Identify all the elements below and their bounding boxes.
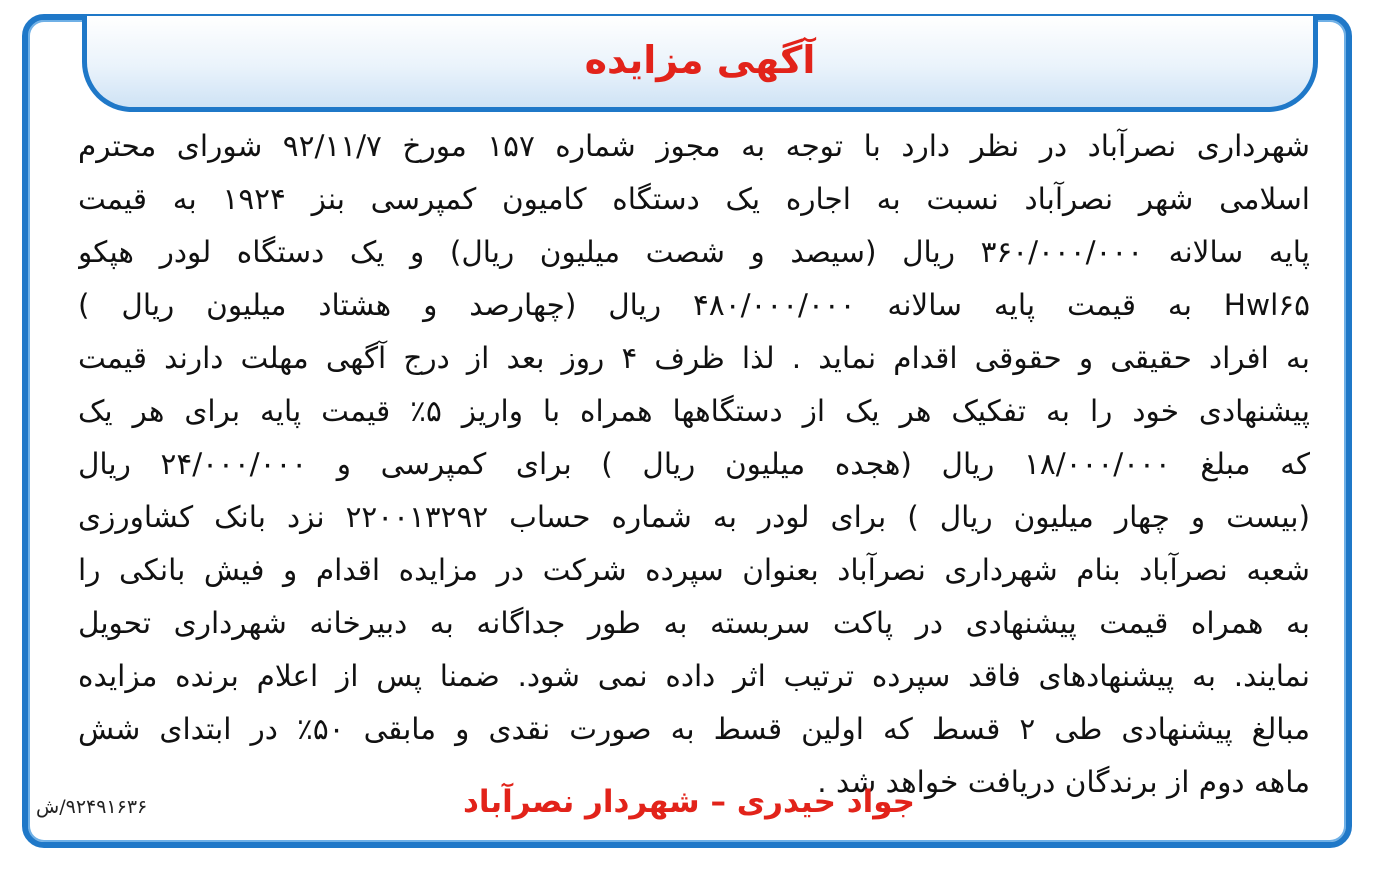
body-line: شعبه نصرآباد بنام شهرداری نصرآباد بعنوان سپرده شرکت در مزایده اقدام و فیش بانکی را: [78, 553, 1310, 587]
body-line-last: ماهه دوم از برندگان دریافت خواهد شد .: [817, 765, 1310, 799]
body-line: نمایند. به پیشنهادهای فاقد سپرده ترتیب اثر داده نمی شود. ضمنا پس از اعلام برنده مزایده: [78, 659, 1310, 693]
body-line: که مبلغ ۱۸/۰۰۰/۰۰۰ ریال (هجده میلیون ریال ) برای کمپرسی و ۲۴/۰۰۰/۰۰۰ ریال: [78, 447, 1310, 481]
body-line: به افراد حقیقی و حقوقی اقدام نماید . لذا ظرف ۴ روز بعد از درج آگهی مهلت دارند قیمت: [78, 341, 1310, 375]
body-line: مبالغ پیشنهادی طی ۲ قسط که اولین قسط به صورت نقدی و مابقی ۵۰٪ در ابتدای شش: [78, 712, 1310, 746]
signature: جواد حیدری – شهردار نصرآباد: [462, 784, 916, 820]
reference-code: ۹۲۴۹۱۶۳۶/ش: [36, 796, 148, 818]
notice-body: [78, 120, 1310, 809]
notice-title: آگهی مزایده: [584, 38, 816, 82]
body-line: پیشنهادی خود را به تفکیک هر یک از دستگاهها همراه با واریز ۵٪ قیمت پایه برای هر یک: [78, 394, 1310, 428]
body-line: پایه سالانه ۳۶۰/۰۰۰/۰۰۰ ریال (سیصد و شصت میلیون ریال) و یک دستگاه لودر هپکو: [78, 235, 1310, 269]
body-line: به همراه قیمت پیشنهادی در پاکت سربسته به طور جداگانه به دبیرخانه شهرداری تحویل: [78, 606, 1310, 640]
body-line: اسلامی شهر نصرآباد نسبت به اجاره یک دستگاه کامیون کمپرسی بنز ۱۹۲۴ به قیمت: [78, 182, 1310, 216]
body-line: شهرداری نصرآباد در نظر دارد با توجه به مجوز شماره ۱۵۷ مورخ ۹۲/۱۱/۷ شورای محترم: [78, 129, 1310, 163]
body-line: Hwl۶۵ به قیمت پایه سالانه ۴۸۰/۰۰۰/۰۰۰ ریال (چهارصد و هشتاد میلیون ریال ): [78, 288, 1310, 322]
title-banner: [82, 16, 1318, 112]
body-line: (بیست و چهار میلیون ریال ) برای لودر به شماره حساب ۲۲۰۰۱۳۲۹۲ نزد بانک کشاورزی: [78, 500, 1310, 534]
